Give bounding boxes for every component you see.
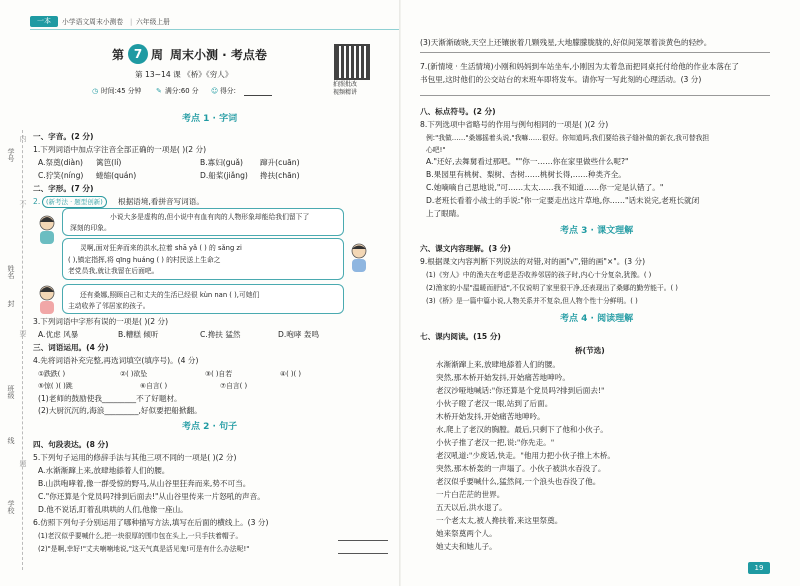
qr-code[interactable] bbox=[334, 44, 370, 80]
page-fold bbox=[399, 0, 401, 586]
sidebar-ti: 题 bbox=[19, 460, 27, 467]
q2-text: 根据语境,看拼音写词语。 bbox=[118, 197, 204, 206]
header-divider: | bbox=[130, 18, 133, 26]
binding-line bbox=[22, 130, 23, 570]
bubble-2-line-1: 灵啊,面对狂奔而来的洪水,拉着 shā yǎ ( ) 的 sǎng zi bbox=[80, 244, 242, 252]
q9-text: 9.根据课文内容判断下列说法的对错,对的画"√",错的画"×"。(3 分) bbox=[420, 257, 646, 266]
q1-option-a2: 篱笆(lí) bbox=[96, 158, 122, 167]
sidebar-buyao: 不 bbox=[19, 200, 27, 207]
page-title: 周末小测 · 考点卷 bbox=[170, 48, 267, 62]
q5-option-c[interactable]: C."你还算是个党员吗?排到后面去!"从山谷里传来一片怒吼的声音。 bbox=[38, 492, 265, 501]
r-item-3: (3)天渐渐破晓,天空上还镶嵌着几颗残星,大地朦朦胧胧的,好似间笼罩着淡黄色的轻纱。 bbox=[420, 38, 712, 47]
q1-option-d2: 搀扶(chān) bbox=[260, 171, 300, 180]
reading-p5: 木桥开始发抖,开始痛苦地呻吟。 bbox=[436, 412, 545, 421]
q4-word-4[interactable]: ④( )( ) bbox=[280, 370, 302, 378]
reading-p12: 五天以后,洪水退了。 bbox=[436, 503, 507, 512]
q1-option-d[interactable]: D.船桨(jiǎng) bbox=[200, 171, 248, 180]
q4-sentence-2: (2)大厨沉沉的,海浪_________,好似要把船掀翻。 bbox=[38, 406, 202, 415]
bubble-3-line-2: 主动收养了邻居家的孩子。 bbox=[68, 302, 150, 310]
reading-p9: 突然,那木桥轰的一声塌了。小伙子被洪水吞没了。 bbox=[436, 464, 606, 473]
q1-text: 1.下列词语中加点字注音全部正确的一项是( )(2 分) bbox=[33, 145, 207, 154]
q8-example-2: 心吧!" bbox=[426, 146, 446, 154]
score-got: 得分: bbox=[220, 87, 236, 95]
score-icon: ✎ bbox=[156, 87, 162, 95]
week-number-circle: 7 bbox=[128, 44, 148, 64]
bubble-3-line-1: 还有桑娜,照顾自己和丈夫的生活已经很 kùn nan ( ),可她们 bbox=[80, 291, 260, 299]
header-series: 小学语文周末小测卷 bbox=[62, 18, 124, 26]
s6-heading: 六、课文内容理解。(3 分) bbox=[420, 244, 511, 253]
time-limit: 时间:45 分钟 bbox=[101, 87, 142, 95]
q6-answer-line-2[interactable] bbox=[338, 553, 388, 554]
q4-text: 4.先将词语补充完整,再选词填空(填序号)。(4 分) bbox=[33, 356, 199, 365]
page-number-badge: 19 bbox=[748, 562, 770, 574]
got-icon: ☺ bbox=[211, 87, 219, 95]
q9-item-1[interactable]: (1)《穷人》中的渔夫在考虑是否收养邻居的孩子时,内心十分复杂,犹豫。( ) bbox=[426, 271, 652, 279]
header-rule bbox=[30, 29, 400, 30]
reading-p11: 一片白茫茫的世界。 bbox=[436, 490, 505, 499]
r-item-3-line[interactable] bbox=[420, 52, 770, 53]
reading-title: 桥(节选) bbox=[575, 346, 605, 355]
q1-option-c[interactable]: C.狞笑(níng) bbox=[38, 171, 84, 180]
q7-text: 7.(新情境 · 生活情境)小刚和妈妈到车站坐车,小刚因为太着急而把同桌托付给他的作业本落在了 bbox=[420, 62, 739, 71]
sidebar-xingming: 姓名 bbox=[7, 265, 15, 279]
q8-option-b[interactable]: B.果园里有桃树、梨树、杏树……桃树长得,……种类齐全。 bbox=[426, 170, 626, 179]
q6-item-2: (2)"是啊,幸好!"丈夫喃喃地说,"这天气真是活见鬼!可是有什么办法呢!" bbox=[38, 545, 250, 553]
sidebar-feng: 封 bbox=[7, 300, 15, 307]
q1-option-b2: 蹿升(cuān) bbox=[260, 158, 300, 167]
q3-option-a[interactable]: A.优虑 风暴 bbox=[38, 330, 79, 339]
q3-option-d[interactable]: D.咆哮 轰鸣 bbox=[278, 330, 320, 339]
q7-text-2: 书包里,这时他们的公交站台的末班车即将发车。请你写一写此刻的心理活动。(3 分) bbox=[420, 75, 702, 84]
sidebar-nei: 内 bbox=[19, 135, 27, 142]
girl-avatar bbox=[36, 214, 58, 244]
reading-p6: 水,爬上了老汉的胸膛。最后,只剩下了他和小伙子。 bbox=[436, 425, 608, 434]
q3-option-b[interactable]: B.糟糕 倾听 bbox=[118, 330, 159, 339]
reading-p2: 突然,那木桥开始发抖,开始痛苦地呻吟。 bbox=[436, 373, 570, 382]
q1-option-a[interactable]: A.祭奠(diàn) bbox=[38, 158, 83, 167]
kp2-heading: 考点 2 · 句子 bbox=[182, 422, 238, 432]
reading-p13: 一个老太太,被人搀扶着,来这里祭奠。 bbox=[436, 516, 563, 525]
sidebar-xuexiao: 学校 bbox=[7, 500, 15, 514]
kp4-heading: 考点 4 · 阅读理解 bbox=[560, 314, 634, 324]
q4-word-7[interactable]: ⑦自言( ) bbox=[220, 382, 248, 390]
s2-heading: 二、字形。(7 分) bbox=[33, 184, 94, 193]
q6-text: 6.仿照下列句子分别运用了哪种描写方法,填写在后面的横线上。(3 分) bbox=[33, 518, 269, 527]
q7-answer-line[interactable] bbox=[420, 95, 770, 96]
q4-sentence-1: (1)老师的鼓励使我_________不了好题材。 bbox=[38, 394, 182, 403]
s7-heading: 七、课内阅读。(15 分) bbox=[420, 332, 501, 341]
reading-p14: 她来祭奠两个人。 bbox=[436, 529, 497, 538]
reading-p15: 她丈夫和她儿子。 bbox=[436, 542, 497, 551]
s8-heading: 八、标点符号。(2 分) bbox=[420, 107, 496, 116]
lesson-range: 第 13~14 课 《桥》《穷人》 bbox=[135, 70, 233, 79]
q8-option-d-2: 上了眼睛。 bbox=[426, 209, 464, 218]
q8-option-d[interactable]: D.老班长看着小战士的手说:"你一定要走出这片草地,你……"话未说完,老班长就闭 bbox=[426, 196, 700, 205]
q4-word-1[interactable]: ①跌跌( ) bbox=[38, 370, 66, 378]
s4-heading: 四、句段表达。(8 分) bbox=[33, 440, 109, 449]
q9-item-2[interactable]: (2)渔家的小屋"温暖而舒适",不仅说明了家里很干净,还表现出了桑娜的勤劳能干。( ) bbox=[426, 284, 678, 292]
q8-option-a[interactable]: A."还好,去舞舅看过那吧。""你一……你在家里做些什么呢?" bbox=[426, 157, 629, 166]
header-grade: 六年级上册 bbox=[136, 18, 170, 26]
q1-option-b[interactable]: B.寡妇(guǎ) bbox=[200, 158, 244, 167]
q1-option-c2: 蜷缩(quán) bbox=[96, 171, 137, 180]
bubble-2-line-3: 老党员我,就让我留在后面吧。 bbox=[68, 267, 159, 275]
reading-p10: 老汉似乎要喊什么,猛然间,一个浪头也吞没了他。 bbox=[436, 477, 601, 486]
full-score: 满分:60 分 bbox=[165, 87, 199, 95]
q4-word-2[interactable]: ②( )欲坠 bbox=[120, 370, 148, 378]
title-zhou: 周 bbox=[151, 48, 164, 62]
reading-p3: 老汉沙哑地喊话:"你还算是个党员吗?排到后面去!" bbox=[436, 386, 605, 395]
q4-word-3[interactable]: ③( )自若 bbox=[205, 370, 233, 378]
q2-new-format-badge: (新考法 · 题型创新) bbox=[42, 196, 107, 208]
reading-p1: 水渐渐蹿上来,放肆地舔着人们的腰。 bbox=[436, 360, 560, 369]
girl-avatar-2 bbox=[36, 284, 58, 314]
kp3-heading: 考点 3 · 课文理解 bbox=[560, 226, 634, 236]
reading-p7: 小伙子推了老汉一把,说:"你先走。" bbox=[436, 438, 555, 447]
sidebar-banji: 班级 bbox=[7, 385, 15, 399]
score-blank[interactable] bbox=[244, 95, 272, 96]
q3-option-c[interactable]: C.搀扶 猛然 bbox=[200, 330, 241, 339]
bubble-1-line-1: 小说大多是虚构的,但小说中有血有肉的人物形象却能给我们留下了 bbox=[110, 213, 310, 221]
q4-word-5[interactable]: ⑤惊( )( )跳 bbox=[38, 382, 73, 390]
qr-caption-2: 视频精讲 bbox=[333, 89, 358, 96]
q5-option-a[interactable]: A.水渐渐蹿上来,放肆地舔着人们的腰。 bbox=[38, 466, 170, 475]
sidebar-da: 要 bbox=[19, 330, 27, 337]
reading-p4: 小伙子瞪了老汉一眼,站到了后面。 bbox=[436, 399, 553, 408]
title-di: 第 bbox=[112, 48, 125, 62]
kp1-heading: 考点 1 · 字词 bbox=[182, 114, 238, 124]
s3-heading: 三、词语运用。(4 分) bbox=[33, 343, 109, 352]
clock-icon: ◷ bbox=[92, 87, 98, 95]
q9-item-3[interactable]: (3)《桥》是一篇中篇小说,人物关系并不复杂,但人物个性十分鲜明。( ) bbox=[426, 297, 638, 305]
bubble-1-line-2: 深刻的印象。 bbox=[70, 224, 111, 232]
q8-option-c[interactable]: C.她嘀嘀自己思地说,"可……太太……我不知道……你一定是认错了。" bbox=[426, 183, 664, 192]
bubble-2-line-2: ( ),镇定指挥,将 qīng huáng ( ) 的村民送上生命之 bbox=[68, 256, 221, 264]
q6-item-1: (1)老汉似乎要喊什么,把一块很厚的围巾包在头上,一只手扶着帽子。 bbox=[38, 532, 243, 540]
q3-text: 3.下列词语中字形有误的一项是( )(2 分) bbox=[33, 317, 169, 326]
sidebar-xian: 线 bbox=[7, 437, 15, 444]
q4-word-6[interactable]: ⑥自言( ) bbox=[140, 382, 168, 390]
q6-answer-line-1[interactable] bbox=[338, 540, 388, 541]
qr-caption-1: 拍照批改 bbox=[333, 81, 358, 88]
boy-avatar bbox=[348, 242, 370, 272]
sidebar-xuehao: 学号 bbox=[7, 148, 15, 162]
q5-text: 5.下列句子运用的修辞手法与其他三项不同的一项是( )(2 分) bbox=[33, 453, 237, 462]
header-badge: 一本 bbox=[30, 16, 58, 27]
q8-text: 8.下列选项中省略号的作用与例句相同的一项是( )(2 分) bbox=[420, 120, 609, 129]
q5-option-b[interactable]: B.山洪咆哮着,像一群受惊的野马,从山谷里狂奔而来,势不可当。 bbox=[38, 479, 251, 488]
reading-p8: 老汉吼道:"少废话,快走。"他用力把小伙子推上木桥。 bbox=[436, 451, 616, 460]
q8-example: 例:"我做……"桑娜摇着头说,"我嘛……很好。你知道吗,我们要给孩子缝补做的新衣,我可替我担 bbox=[426, 134, 710, 142]
q2-tag: 2. bbox=[33, 197, 41, 206]
s1-heading: 一、字音。(2 分) bbox=[33, 132, 94, 141]
q5-option-d[interactable]: D.他不说话,盯着乱哄哄的人们,他像一座山。 bbox=[38, 505, 188, 514]
